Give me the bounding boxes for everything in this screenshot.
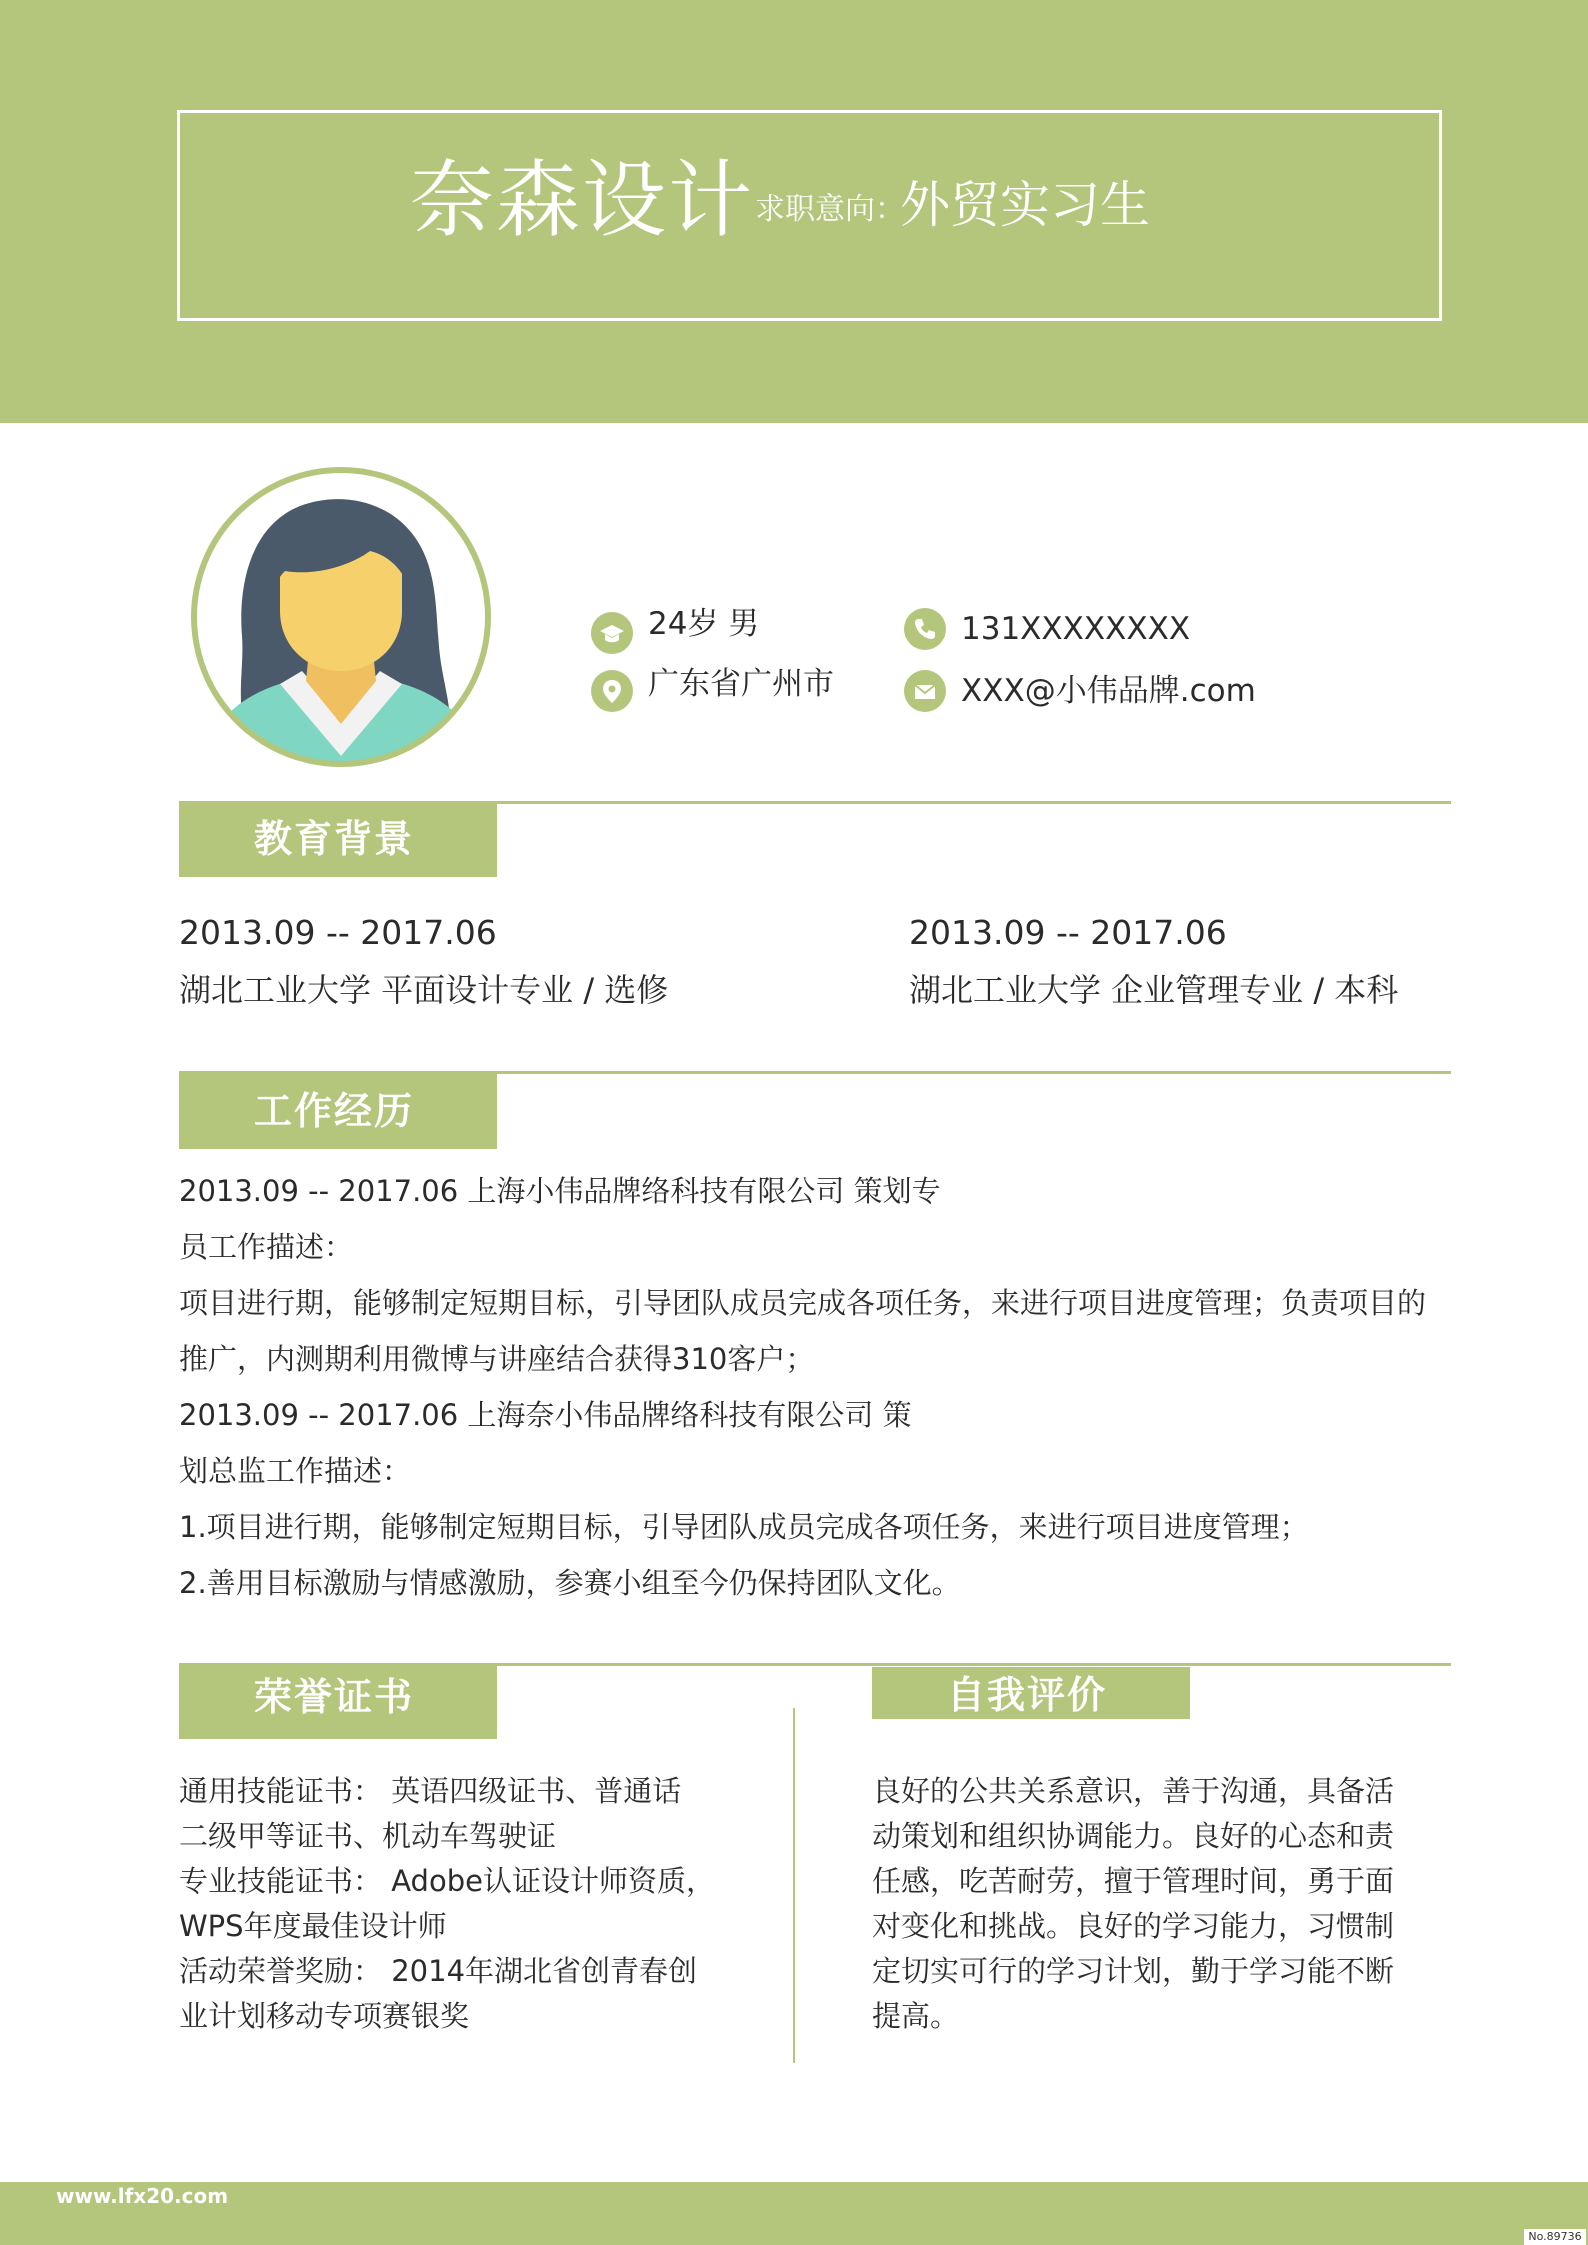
education-heading: 教育背景 xyxy=(254,817,415,861)
self-eval-line: 任感，吃苦耐劳，擅于管理时间，勇于面 xyxy=(872,1864,1395,1898)
honors-line: 专业技能证书： Adobe认证设计师资质， xyxy=(179,1864,715,1898)
email-icon xyxy=(904,670,946,712)
self-eval-line: 动策划和组织协调能力。良好的心态和责 xyxy=(872,1819,1395,1853)
education-school: 湖北工业大学 企业管理专业 / 本科 xyxy=(909,971,1399,1009)
education-date: 2013.09 -- 2017.06 xyxy=(179,913,497,952)
self-eval-line: 提高。 xyxy=(872,1999,960,2033)
footer-number: No.89736 xyxy=(1524,2229,1586,2245)
job-intent-label: 求职意向： xyxy=(755,192,905,227)
female-avatar-icon xyxy=(190,466,492,768)
honors-line: 业计划移动专项赛银奖 xyxy=(179,1999,470,2033)
work-line: 项目进行期，能够制定短期目标，引导团队成员完成各项任务，来进行项目进度管理；负责项目的 xyxy=(179,1286,1427,1320)
honors-line: WPS年度最佳设计师 xyxy=(179,1909,447,1943)
education-school: 湖北工业大学 平面设计专业 / 选修 xyxy=(179,971,669,1009)
education-date: 2013.09 -- 2017.06 xyxy=(909,913,1227,952)
honors-line: 二级甲等证书、机动车驾驶证 xyxy=(179,1819,557,1853)
self-eval-text xyxy=(872,1769,1462,2039)
footer-url: www.lfx20.com xyxy=(56,2184,229,2208)
age-gender: 24岁 男 xyxy=(648,606,760,642)
work-line: 划总监工作描述： xyxy=(179,1454,412,1488)
self-eval-line: 良好的公共关系意识，善于沟通，具备活 xyxy=(872,1774,1395,1808)
applicant-name: 奈森设计 xyxy=(410,151,755,249)
self-eval-heading: 自我评价 xyxy=(947,1673,1108,1717)
column-divider xyxy=(793,1708,795,2063)
work-line: 推广，内测期利用微博与讲座结合获得310客户； xyxy=(179,1342,815,1376)
honors-list xyxy=(179,1769,759,2039)
work-line: 1.项目进行期，能够制定短期目标，引导团队成员完成各项任务，来进行项目进度管理； xyxy=(179,1510,1309,1544)
footer-bar xyxy=(0,2182,1588,2245)
graduation-cap-icon xyxy=(591,612,633,654)
self-eval-line: 对变化和挑战。良好的学习能力，习惯制 xyxy=(872,1909,1395,1943)
phone-icon xyxy=(904,608,946,650)
phone-number: 131XXXXXXXX xyxy=(961,611,1191,647)
work-heading: 工作经历 xyxy=(254,1089,415,1133)
work-line: 2013.09 -- 2017.06 上海小伟品牌络科技有限公司 策划专 xyxy=(179,1174,941,1208)
location: 广东省广州市 xyxy=(648,666,834,702)
honors-line: 通用技能证书： 英语四级证书、普通话 xyxy=(179,1774,682,1808)
honors-heading: 荣誉证书 xyxy=(254,1675,415,1719)
location-pin-icon xyxy=(591,670,633,712)
work-line: 2.善用目标激励与情感激励，参赛小组至今仍保持团队文化。 xyxy=(179,1566,961,1600)
honors-line: 活动荣誉奖励： 2014年湖北省创青春创 xyxy=(179,1954,698,1988)
job-intent-value: 外贸实习生 xyxy=(900,176,1150,234)
avatar xyxy=(190,466,492,768)
email-address: XXX@小伟品牌.com xyxy=(961,673,1256,709)
self-eval-line: 定切实可行的学习计划，勤于学习能不断 xyxy=(872,1954,1395,1988)
work-line: 员工作描述： xyxy=(179,1230,354,1264)
work-line: 2013.09 -- 2017.06 上海奈小伟品牌络科技有限公司 策 xyxy=(179,1398,912,1432)
